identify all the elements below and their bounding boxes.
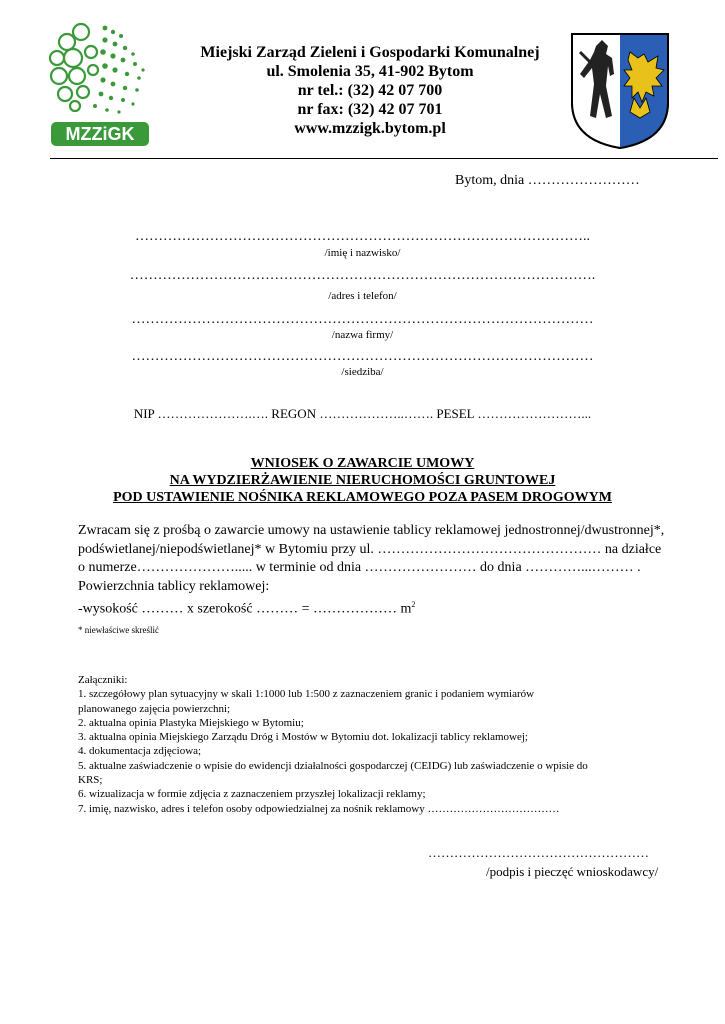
coat-of-arms-icon: [570, 32, 670, 150]
form-title: [0, 455, 725, 506]
body-line-4: Powierzchnia tablicy reklamowej:: [78, 578, 270, 594]
attachment-item: 2. aktualna opinia Plastyka Miejskiego w Bytomiu;: [78, 716, 304, 729]
org-name: Miejski Zarząd Zieleni i Gospodarki Komunalnej: [200, 44, 540, 61]
header-divider: [50, 158, 718, 159]
body-line-3: o numerze…………………..... w terminie od dnia …………………… do dnia …………...……… .: [78, 560, 641, 575]
date-line: Bytom, dnia ……………………: [455, 173, 640, 188]
attachment-item: 3. aktualna opinia Miejskiego Zarządu Dróg i Mostów w Bytomiu dot. lokalizacji tablicy reklamowej;: [78, 731, 528, 744]
signature-dotted-line: ……………………………………………: [428, 845, 649, 860]
address-dotted-line: ……………………………………………………………………………………….: [129, 268, 596, 283]
footnote: * niewłaściwe skreślić: [78, 625, 159, 635]
seat-caption: /siedziba/: [341, 366, 384, 378]
name-caption: /imię i nazwisko/: [324, 247, 401, 259]
title-line-2: NA WYDZIERŻAWIENIE NIERUCHOMOŚCI GRUNTOWEJ: [169, 473, 556, 488]
title-line-3: POD USTAWIENIE NOŚNIKA REKLAMOWEGO POZA PASEM DROGOWYM: [113, 490, 612, 505]
mzzigk-logo: [45, 18, 155, 150]
company-caption: /nazwa firmy/: [331, 329, 394, 341]
attachment-item: 4. dokumentacja zdjęciowa;: [78, 745, 202, 758]
address-caption: /adres i telefon/: [328, 290, 397, 302]
title-line-1: WNIOSEK O ZAWARCIE UMOWY: [250, 456, 475, 471]
attachment-item: 6. wizualizacja w formie zdjęcia z zaznaczeniem przyszłej lokalizacji reklamy;: [78, 788, 426, 801]
company-dotted-line: ………………………………………………………………………………………: [131, 312, 594, 327]
request-body: [78, 522, 664, 619]
name-dotted-line: ……………………………………………………………………………………..: [135, 229, 590, 244]
tree-icon: [45, 18, 155, 150]
attachments-heading: Załączniki:: [78, 674, 128, 686]
attachment-item: KRS;: [78, 774, 103, 787]
org-website: www.mzzigk.bytom.pl: [294, 120, 446, 137]
signature-caption: /podpis i pieczęć wnioskodawcy/: [486, 864, 659, 879]
ids-line: NIP ………………….…. REGON ………………..……. PESEL ……………………...: [133, 406, 592, 421]
bytom-coat-of-arms: [570, 32, 670, 150]
org-fax: nr fax: (32) 42 07 701: [297, 101, 443, 118]
attachment-item: 7. imię, nazwisko, adres i telefon osoby odpowiedzialnej za nośnik reklamowy ………………………………: [78, 802, 560, 815]
attachment-item: planowanego zajęcia powierzchni;: [78, 702, 231, 715]
attachments-list: [78, 673, 668, 816]
letterhead: [160, 43, 580, 138]
org-phone: nr tel.: (32) 42 07 700: [297, 82, 443, 99]
seat-dotted-line: ………………………………………………………………………………………: [131, 349, 594, 364]
attachment-item: 1. szczegółowy plan sytuacyjny w skali 1:1000 lub 1:500 z zaznaczeniem granic i podaniem wymiarów: [78, 688, 535, 701]
square-unit: 2: [411, 600, 416, 609]
body-line-2: podświetlanej/niepodświetlanej* w Bytomiu przy ul. ………………………………………… na działce: [78, 541, 662, 557]
attachment-item: 5. aktualne zaświadczenie o wpisie do ewidencji działalności gospodarczej (CEIDG) lub zaświadczenie o wpisie do: [78, 759, 588, 772]
body-line-5: [78, 596, 664, 619]
body-line-1: Zwracam się z prośbą o zawarcie umowy na ustawienie tablicy reklamowej jednostronnej/dwustronnej*,: [78, 523, 665, 538]
dimensions-text: -wysokość ……… x szerokość ……… = ……………… m: [78, 601, 412, 617]
org-address: ul. Smolenia 35, 41-902 Bytom: [266, 63, 474, 80]
logo-text: MZZiGK: [65, 124, 135, 144]
